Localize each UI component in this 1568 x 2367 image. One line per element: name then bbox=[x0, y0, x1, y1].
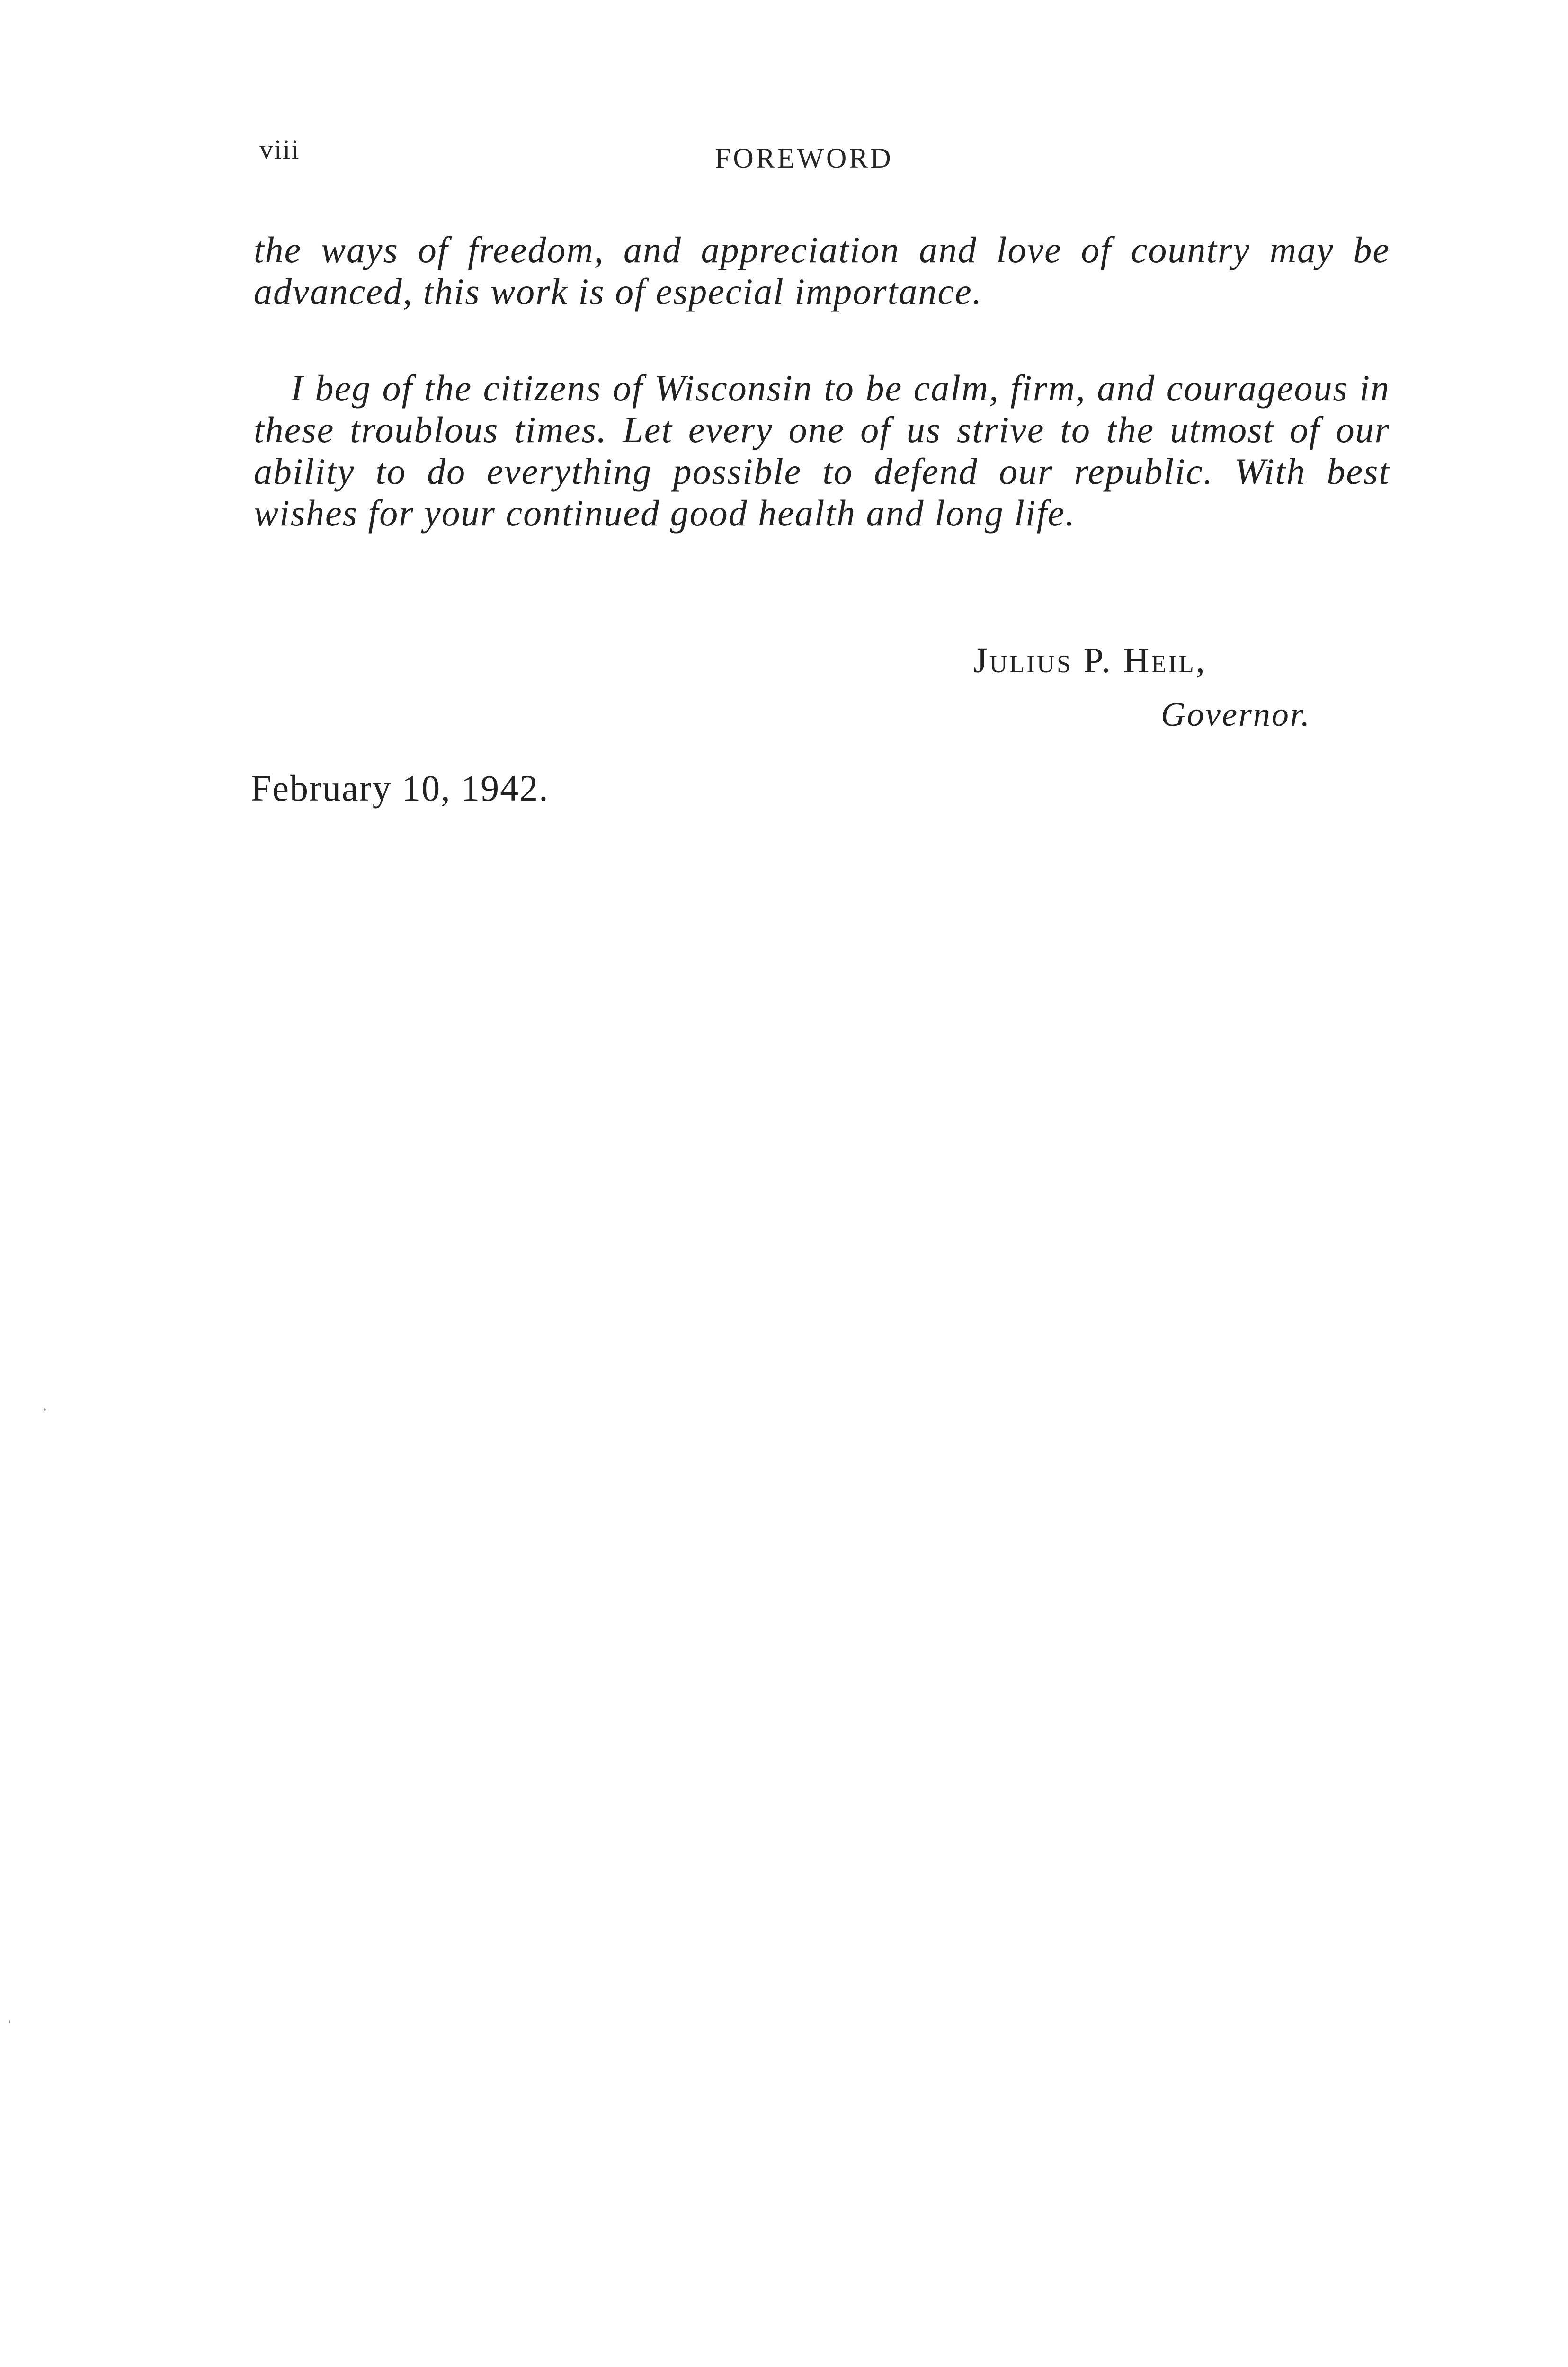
date-line: February 10, 1942. bbox=[251, 767, 549, 809]
signature-name bbox=[973, 640, 1207, 681]
body-paragraph: the ways of freedom, and appreciation and love of country may be advanced, this work is of especial importance. bbox=[254, 229, 1390, 312]
signature-title: Governor. bbox=[1161, 695, 1311, 733]
running-head: FOREWORD bbox=[715, 142, 893, 174]
signature-name-text: Julius P. Heil, bbox=[973, 641, 1207, 680]
body-paragraph: I beg of the citizens of Wisconsin to be calm, firm, and courageous in these troublous times. Let every one of us strive to the utmost of our ability to do everything possible to defend our republic. With best wishes for your continued good health and long life. bbox=[254, 367, 1390, 534]
scan-speck bbox=[44, 1408, 46, 1411]
scan-speck bbox=[9, 2020, 10, 2023]
page-number: viii bbox=[259, 134, 300, 165]
